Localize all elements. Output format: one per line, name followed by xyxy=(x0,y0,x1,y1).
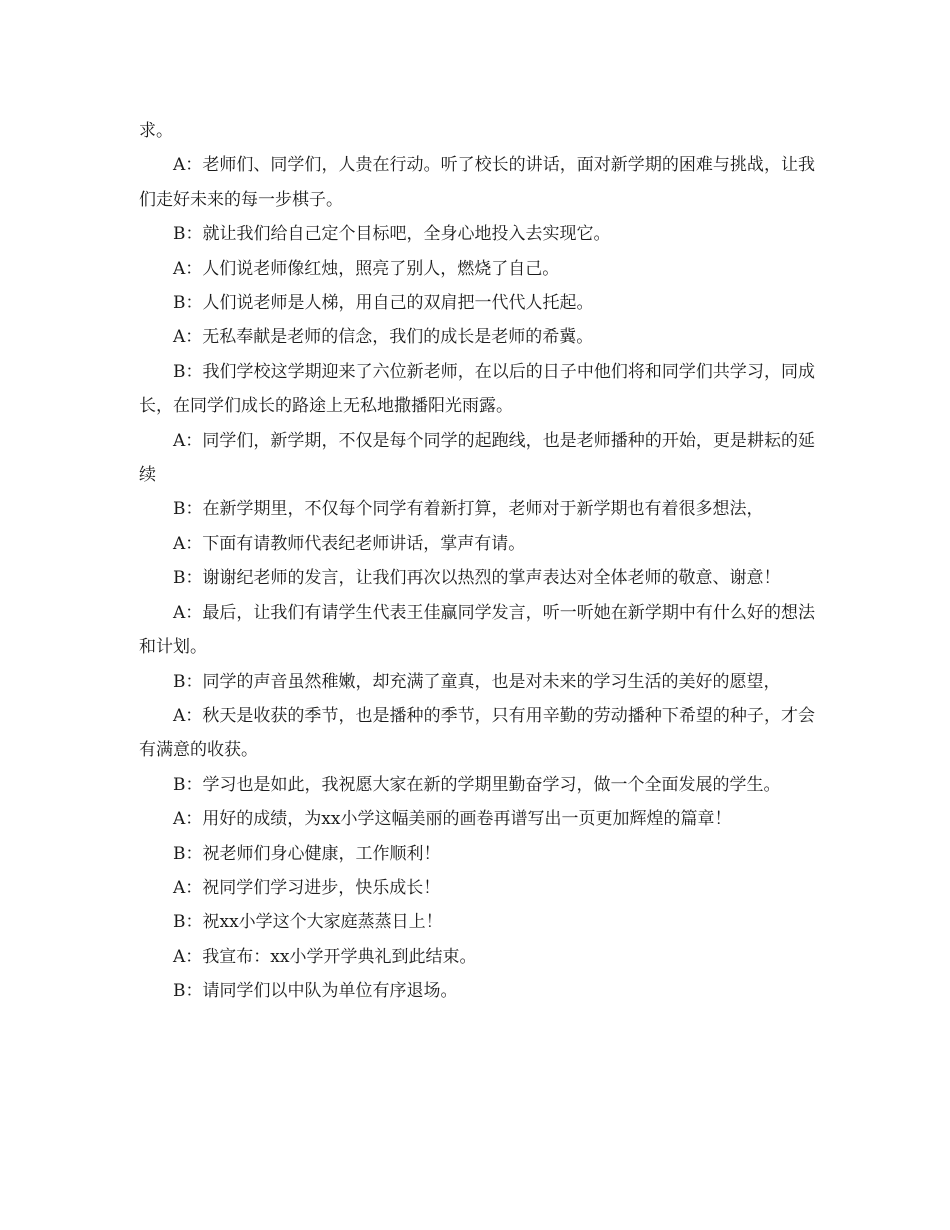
paragraph: B：谢谢纪老师的发言，让我们再次以热烈的掌声表达对全体老师的敬意、谢意！ xyxy=(173,568,781,589)
paragraph: A：秋天是收获的季节，也是播种的季节，只有用辛勤的劳动播种下希望的种子，才会有满意的收获。 xyxy=(139,705,815,761)
paragraph: A：用好的成绩，为xx小学这幅美丽的画卷再谱写出一页更加辉煌的篇章！ xyxy=(173,809,732,830)
paragraph: A：老师们、同学们，人贵在行动。听了校长的讲话，面对新学期的困难与挑战，让我们走好未来的每一步棋子。 xyxy=(139,155,815,210)
paragraph: B：学习也是如此，我祝愿大家在新的学期里勤奋学习，做一个全面发展的学生。 xyxy=(173,774,781,795)
paragraph: A：无私奉献是老师的信念，我们的成长是老师的希冀。 xyxy=(173,327,594,348)
paragraph: B：我们学校这学期迎来了六位新老师，在以后的日子中他们将和同学们共学习，同成长，在同学们成长的路途上无私地撒播阳光雨露。 xyxy=(139,361,815,417)
paragraph: A：同学们，新学期，不仅是每个同学的起跑线，也是老师播种的开始，更是耕耘的延续 xyxy=(139,430,815,486)
paragraph: B：在新学期里，不仅每个同学有着新打算，老师对于新学期也有着很多想法， xyxy=(173,499,764,520)
document-body xyxy=(139,114,815,1009)
paragraph: B：就让我们给自己定个目标吧，全身心地投入去实现它。 xyxy=(173,224,611,245)
paragraph: B：请同学们以中队为单位有序退场。 xyxy=(173,981,458,1002)
paragraph: A：人们说老师像红烛，照亮了别人，燃烧了自己。 xyxy=(173,258,560,279)
paragraph: B：祝xx小学这个大家庭蒸蒸日上！ xyxy=(173,912,443,933)
paragraph: A：下面有请教师代表纪老师讲话，掌声有请。 xyxy=(173,533,526,554)
paragraph: B：同学的声音虽然稚嫩，却充满了童真，也是对未来的学习生活的美好的愿望， xyxy=(173,671,781,692)
paragraph: A：我宣布：xx小学开学典礼到此结束。 xyxy=(173,946,477,967)
paragraph: B：人们说老师是人梯，用自己的双肩把一代代人托起。 xyxy=(173,293,594,314)
paragraph: 求。 xyxy=(139,121,173,141)
paragraph: B：祝老师们身心健康，工作顺利！ xyxy=(173,843,441,864)
paragraph: A：祝同学们学习进步，快乐成长！ xyxy=(173,877,441,898)
paragraph: A：最后，让我们有请学生代表王佳赢同学发言，听一听她在新学期中有什么好的想法和计划。 xyxy=(139,602,815,658)
